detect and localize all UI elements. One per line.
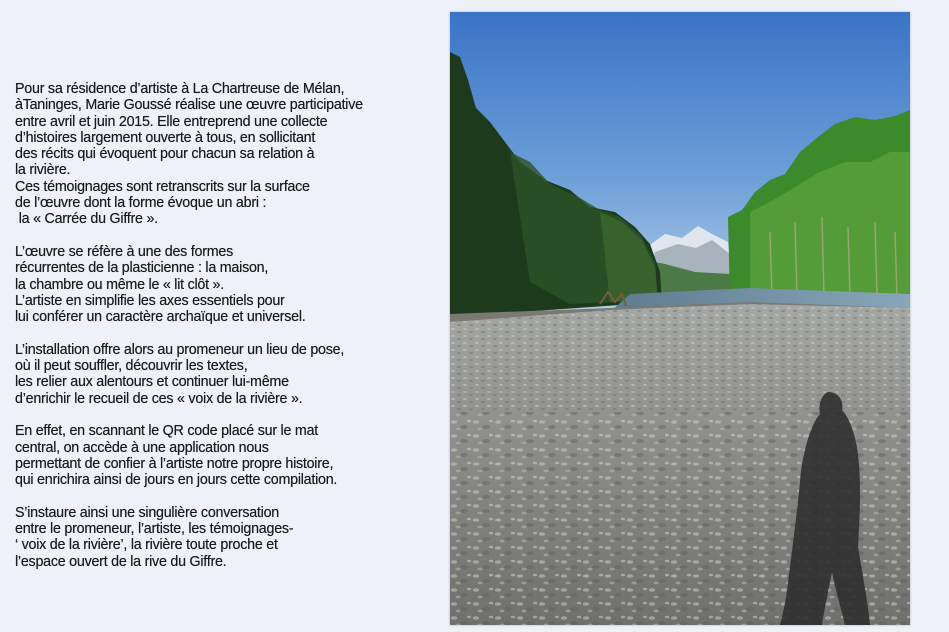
text-line: la chambre ou même le « lit clôt ».	[15, 276, 224, 293]
text-line: entre avril et juin 2015. Elle entreprend une collecte	[15, 113, 328, 130]
river-photo-illustration	[450, 12, 910, 625]
text-line: d’histoires largement ouverte à tous, en sollicitant	[15, 129, 316, 146]
text-paragraph	[15, 81, 440, 228]
text-line: les relier aux alentours et continuer lui-même	[15, 374, 289, 391]
text-line: S’instaure ainsi une singulière conversation	[15, 504, 279, 521]
text-line: où il peut souffler, découvrir les textes,	[15, 358, 248, 375]
text-line: L’artiste en simplifie les axes essentiels pour	[15, 292, 285, 309]
article-text	[15, 81, 440, 586]
text-line: central, on accède à une application nous	[15, 439, 269, 456]
text-line: L’installation offre alors au promeneur un lieu de pose,	[15, 341, 345, 358]
text-line: Pour sa résidence d’artiste à La Chartreuse de Mélan,	[15, 81, 345, 97]
text-line: récurrentes de la plasticienne : la maison,	[15, 260, 269, 277]
text-line: permettant de confier à l’artiste notre propre histoire,	[15, 455, 334, 472]
text-line: En effet, en scannant le QR code placé sur le mat	[15, 423, 318, 440]
text-paragraph	[15, 244, 440, 325]
text-line: qui enrichira ainsi de jours en jours cette compilation.	[15, 472, 338, 489]
text-line: la rivière.	[15, 162, 71, 179]
text-line: la « Carrée du Giffre ».	[15, 211, 158, 228]
text-line: d’enrichir le recueil de ces « voix de la rivière ».	[15, 390, 303, 407]
text-paragraph	[15, 342, 440, 407]
river-photo	[450, 12, 910, 625]
text-line: àTaninges, Marie Goussé réalise une œuvre participative	[15, 97, 363, 114]
text-line: lui conférer un caractère archaïque et universel.	[15, 309, 306, 326]
gravel-texture-far	[450, 304, 910, 412]
text-line: des récits qui évoquent pour chacun sa relation à	[15, 146, 315, 163]
text-paragraph	[15, 505, 440, 570]
text-line: l’espace ouvert de la rive du Giffre.	[15, 553, 227, 570]
text-paragraph	[15, 423, 440, 488]
text-line: de l’œuvre dont la forme évoque un abri :	[15, 195, 267, 212]
text-line: L’œuvre se réfère à une des formes	[15, 243, 233, 260]
text-line: Ces témoignages sont retranscrits sur la surface	[15, 178, 310, 195]
text-line: entre le promeneur, l’artiste, les témoignages-	[15, 521, 294, 538]
text-line: ‘ voix de la rivière’, la rivière toute proche et	[15, 537, 278, 554]
